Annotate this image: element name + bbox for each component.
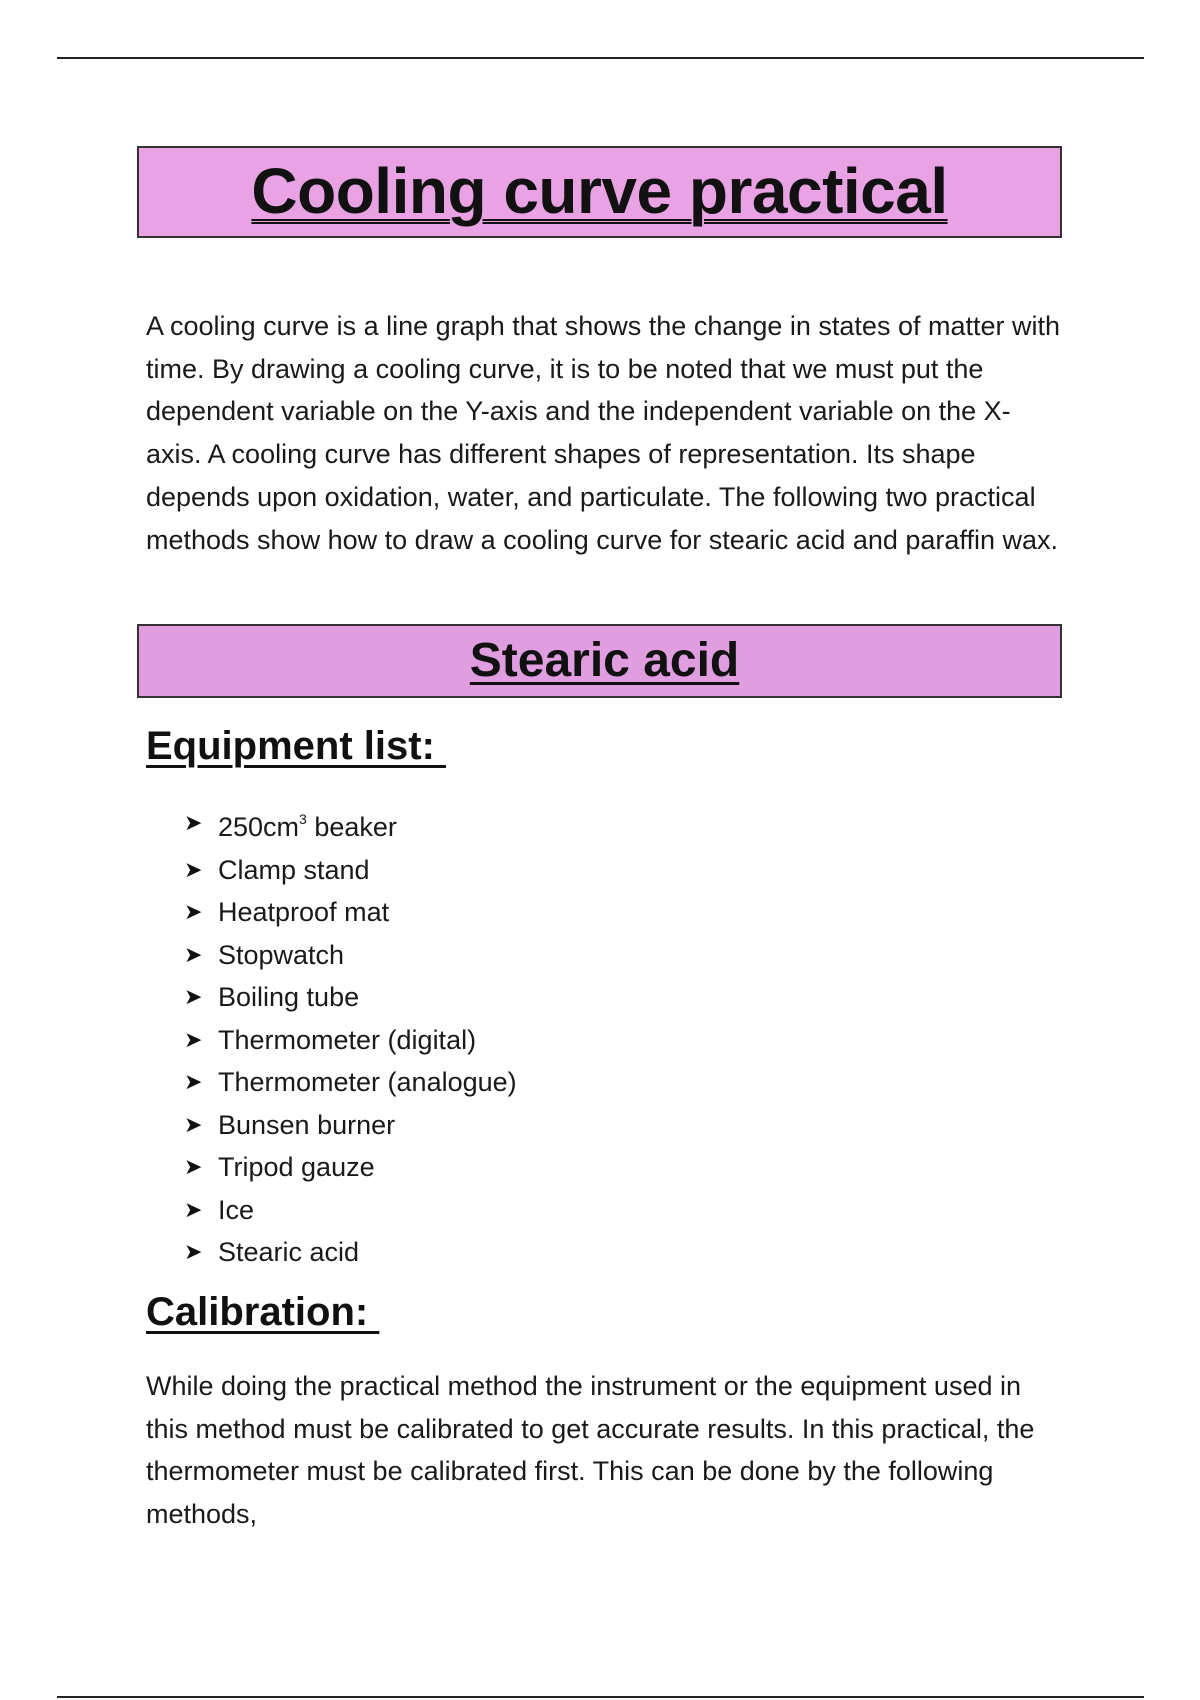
list-item [184, 891, 517, 934]
calibration-heading: Calibration: [146, 1290, 380, 1334]
arrowhead-bullet-icon: ➤ [184, 1069, 203, 1094]
list-item-text: Thermometer (analogue) [218, 1067, 517, 1097]
list-item-text: Clamp stand [218, 854, 370, 885]
beaker-superscript: 3 [299, 811, 307, 827]
list-item-text [218, 798, 397, 849]
arrowhead-bullet-icon: ➤ [184, 1111, 203, 1137]
list-item [184, 798, 517, 849]
list-item [184, 1146, 517, 1189]
arrowhead-bullet-icon: ➤ [184, 984, 203, 1009]
arrowhead-bullet-icon: ➤ [184, 1026, 203, 1052]
beaker-label: beaker [306, 812, 397, 842]
calibration-paragraph: While doing the practical method the instrument or the equipment used in this method must be calibrated to get accurate results. In this practical, the thermometer must be calibrated first. This can be done by the following methods, [146, 1371, 1035, 1530]
list-item [184, 934, 517, 977]
list-item-text: Heatproof mat [218, 897, 390, 927]
arrowhead-bullet-icon: ➤ [184, 941, 203, 967]
list-item [184, 1189, 517, 1232]
arrowhead-bullet-icon: ➤ [184, 856, 203, 882]
footer-rule [57, 1696, 1144, 1698]
list-item-text: Stearic acid [218, 1237, 360, 1267]
list-item [184, 976, 517, 1019]
list-item [184, 1061, 517, 1104]
section-title: Stearic acid [469, 634, 740, 687]
beaker-volume: 250cm [218, 812, 300, 842]
equipment-list [184, 798, 517, 1274]
list-item-text: Stopwatch [218, 939, 345, 970]
list-item-text: Tripod gauze [218, 1152, 375, 1182]
list-item-text: Thermometer (digital) [218, 1024, 477, 1055]
section-banner [137, 624, 1062, 698]
arrowhead-bullet-icon: ➤ [184, 1196, 203, 1222]
arrowhead-bullet-icon: ➤ [184, 1154, 203, 1179]
list-item-text: Bunsen burner [218, 1109, 396, 1140]
header-rule [57, 57, 1144, 59]
intro-paragraph: A cooling curve is a line graph that shows the change in states of matter with time. By drawing a cooling curve, it is to be noted that we must put the dependent variable on the Y-axis and the independent variable on the X-axis. A cooling curve has different shapes of representation. Its shape depends upon oxidation, water, and particulate. The following two practical methods show how to draw a cooling curve for stearic acid and paraffin wax. [146, 311, 1061, 555]
page-title: Cooling curve practical [251, 155, 948, 227]
title-banner [137, 146, 1062, 238]
list-item [184, 1231, 517, 1274]
arrowhead-bullet-icon: ➤ [184, 899, 203, 924]
list-item [184, 849, 517, 892]
list-item-text: Boiling tube [218, 982, 360, 1012]
list-item [184, 1104, 517, 1147]
list-item [184, 1019, 517, 1062]
arrowhead-bullet-icon: ➤ [184, 1239, 203, 1264]
equipment-heading: Equipment list: [146, 724, 446, 768]
list-item-text: Ice [218, 1194, 255, 1225]
arrowhead-bullet-icon: ➤ [184, 810, 203, 835]
